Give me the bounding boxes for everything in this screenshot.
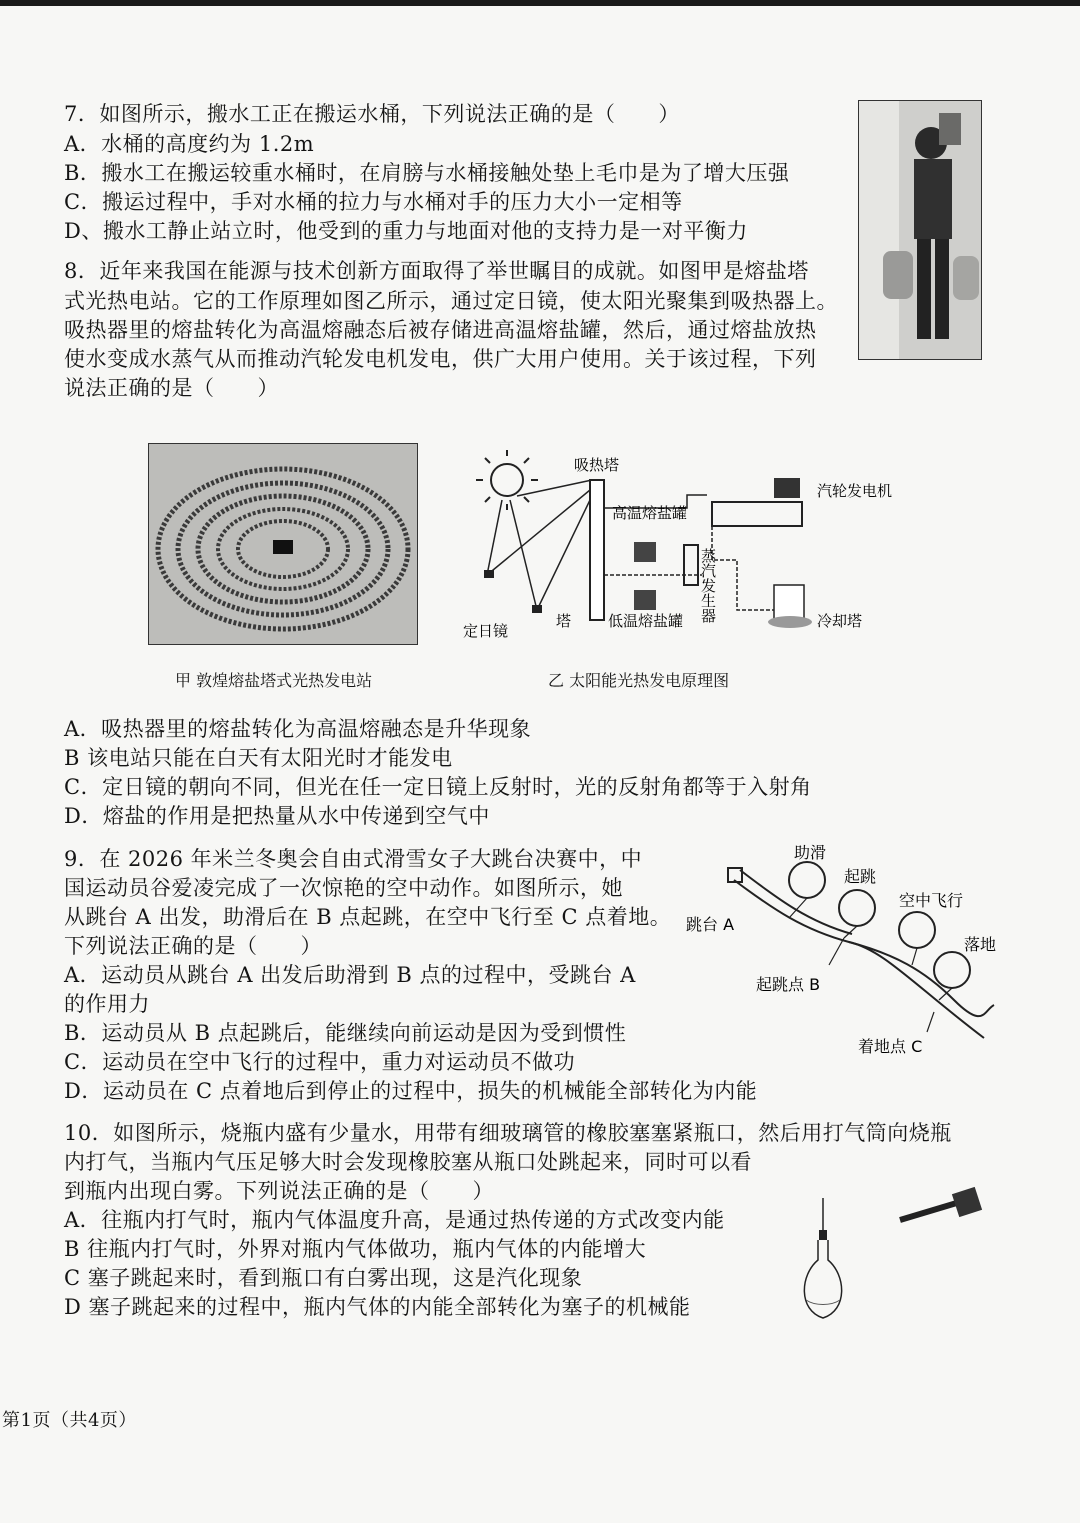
label-heliostat: 定日镜 [463,622,509,640]
label-absorber-tower: 吸热塔 [574,456,620,474]
q8-option-c: C．定日镜的朝向不同，但光在任一定日镜上反射时，光的反射角都等于入射角 [64,775,812,799]
q9-option-b: B．运动员从 B 点起跳后，能继续向前运动是因为受到惯性 [64,1021,627,1045]
q7-stem: 7．如图所示，搬水工正在搬运水桶，下列说法正确的是（ ） [64,102,680,126]
label-takeoff: 起跳 [844,867,877,886]
label-point-c: 着地点 C [858,1037,923,1056]
q8-stem-line-4: 使水变成水蒸气从而推动汽轮发电机发电，供广大用户使用。关于该过程，下列 [64,347,817,371]
water-carrier-photo [858,100,982,360]
q9-stem-line-3: 从跳台 A 出发，助滑后在 B 点起跳，在空中飞行至 C 点着地。 [64,905,672,929]
q9-option-a: A．运动员从跳台 A 出发后助滑到 B 点的过程中，受跳台 A [64,963,636,987]
figure-b-caption: 乙 太阳能光热发电原理图 [548,671,730,690]
flask-icon [804,1198,841,1318]
q10-option-c: C 塞子跳起来时，看到瓶口有白雾出现，这是汽化现象 [64,1266,583,1290]
label-cold-tank: 低温熔盐罐 [608,612,684,630]
q8-stem-line-2: 式光热电站。它的工作原理如图乙所示，通过定日镜，使太阳光聚集到吸热器上。 [64,289,838,313]
q9-option-c: C．运动员在空中飞行的过程中，重力对运动员不做功 [64,1050,576,1074]
label-landing: 落地 [964,935,997,954]
q10-stem-line-3: 到瓶内出现白雾。下列说法正确的是（ ） [64,1179,494,1203]
label-hot-tank: 高温熔盐罐 [612,504,688,522]
q8-option-d: D．熔盐的作用是把热量从水中传递到空气中 [64,804,490,828]
label-point-b: 起跳点 B [756,975,821,994]
q10-option-d: D 塞子跳起来的过程中，瓶内气体的内能全部转化为塞子的机械能 [64,1295,691,1319]
solar-field-photo [148,443,418,645]
q9-option-d: D．运动员在 C 点着地后到停止的过程中，损失的机械能全部转化为内能 [64,1079,758,1103]
pump-icon [900,1187,982,1220]
sun-icon [476,450,538,510]
flask-pump-diagram [790,1180,990,1330]
q7-option-a: A．水桶的高度约为 1.2m [64,132,315,156]
label-generator: 汽轮发电机 [817,482,893,500]
top-border [0,0,1080,6]
q9-stem-line-4: 下列说法正确的是（ ） [64,934,322,958]
q8-option-b: B 该电站只能在白天有太阳光时才能发电 [64,746,453,770]
q9-stem-line-2: 国运动员谷爱凌完成了一次惊艳的空中动作。如图所示，她 [64,876,623,900]
q8-stem-line-1: 8．近年来我国在能源与技术创新方面取得了举世瞩目的成就。如图甲是熔盐塔 [64,259,809,283]
q7-option-d: D、搬水工静止站立时，他受到的重力与地面对他的支持力是一对平衡力 [64,219,748,243]
figure-a-caption: 甲 敦煌熔盐塔式光热发电站 [175,671,373,690]
q10-stem-line-2: 内打气，当瓶内气压足够大时会发现橡胶塞从瓶口处跳起来，同时可以看 [64,1150,752,1174]
q10-stem-line-1: 10．如图所示，烧瓶内盛有少量水，用带有细玻璃管的橡胶塞塞紧瓶口，然后用打气筒向烧瓶 [64,1121,952,1145]
q8-stem-line-5: 说法正确的是（ ） [64,376,279,400]
ski-jump-diagram [684,840,1004,1060]
page-footer: 第1页（共4页） [2,1410,137,1431]
q10-option-b: B 往瓶内打气时，外界对瓶内气体做功，瓶内气体的内能增大 [64,1237,647,1261]
q7-option-b: B．搬水工在搬运较重水桶时，在肩膀与水桶接触处垫上毛巾是为了增大压强 [64,161,790,185]
label-platform-a: 跳台 A [686,915,735,934]
label-steam-generator: 蒸汽发生器 [699,548,717,623]
label-tower: 塔 [556,612,572,630]
label-glide: 助滑 [794,843,827,862]
label-flight: 空中飞行 [899,891,964,910]
q9-stem-line-1: 9．在 2026 年米兰冬奥会自由式滑雪女子大跳台决赛中，中 [64,847,643,871]
q10-option-a: A．往瓶内打气时，瓶内气体温度升高，是通过热传递的方式改变内能 [64,1208,725,1232]
solar-thermal-diagram [462,450,912,650]
q8-stem-line-3: 吸热器里的熔盐转化为高温熔融态后被存储进高温熔盐罐，然后，通过熔盐放热 [64,318,817,342]
q8-option-a: A．吸热器里的熔盐转化为高温熔融态是升华现象 [64,717,532,741]
q7-option-c: C．搬运过程中，手对水桶的拉力与水桶对手的压力大小一定相等 [64,190,683,214]
label-cooling-tower: 冷却塔 [817,612,863,630]
q9-option-a-cont: 的作用力 [64,992,150,1016]
